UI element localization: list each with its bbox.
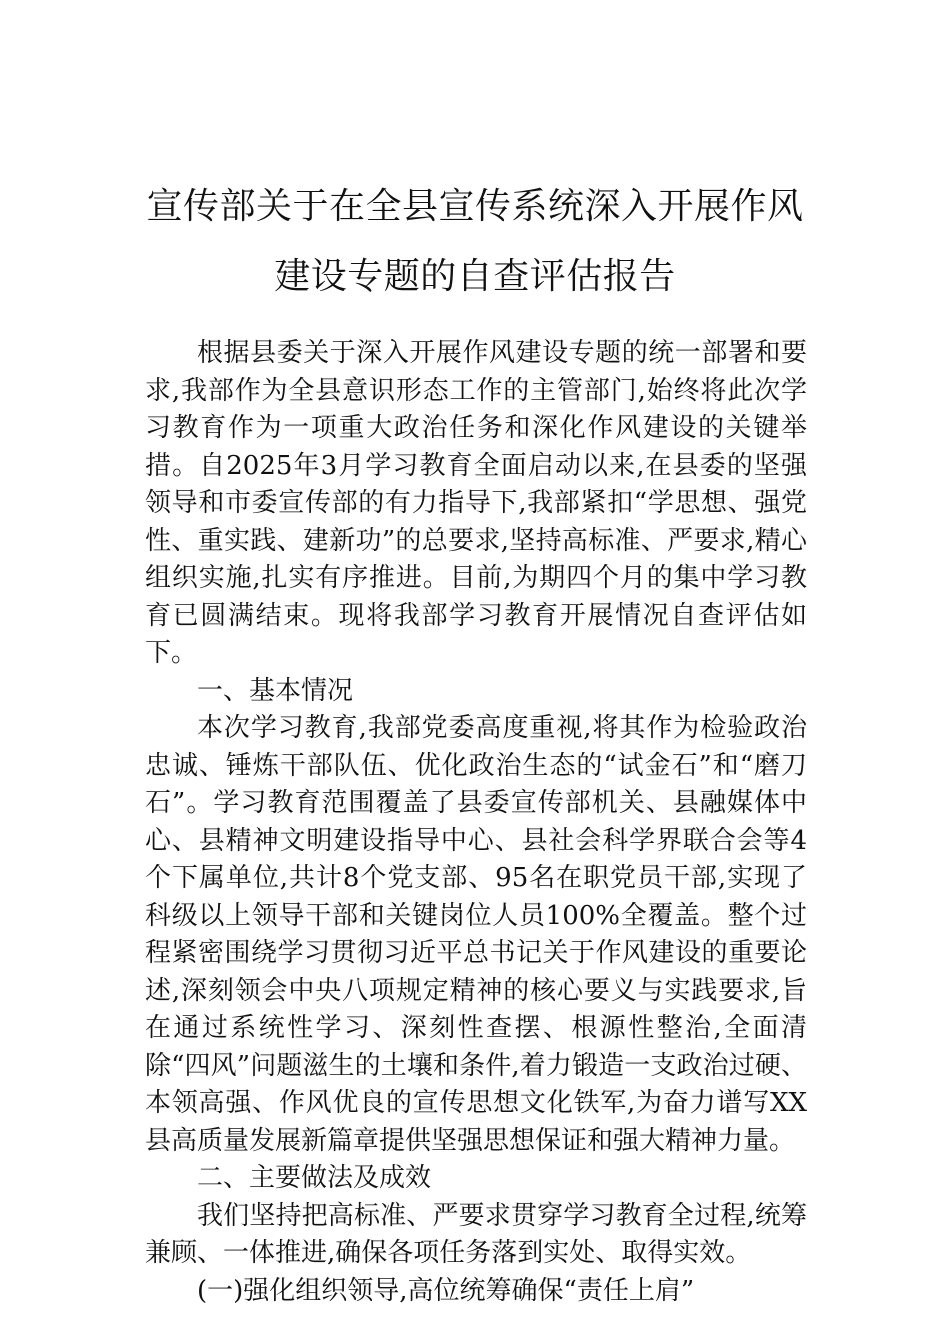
intro-paragraph: 根据县委关于深入开展作风建设专题的统一部署和要求,我部作为全县意识形态工作的主管部门,始终将此次学习教育作为一项重大政治任务和深化作风建设的关键举措。自2025年3月学习教育全面启动以来,在县委的坚强领导和市委宣传部的有力指导下,我部紧扣“学思想、强党性、重实践、建新功”的总要求,坚持高标准、严要求,精心组织实施,扎实有序推进。目前,为期四个月的集中学习教育已圆满结束。现将我部学习教育开展情况自查评估如下。 [145,338,807,668]
main-practices-paragraph: 我们坚持把高标准、严要求贯穿学习教育全过程,统筹兼顾、一体推进,确保各项任务落到实处、取得实效。 [145,1200,807,1268]
section-heading-main-practices: 二、主要做法及成效 [197,1163,432,1193]
subsection-heading-organization: (一)强化组织领导,高位统筹确保“责任上肩” [197,1275,695,1306]
section-heading-basic-situation: 一、基本情况 [197,675,354,706]
basic-situation-paragraph: 本次学习教育,我部党委高度重视,将其作为检验政治忠诚、锤炼干部队伍、优化政治生态的“试金石”和“磨刀石”。学习教育范围覆盖了县委宣传部机关、县融媒体中心、县精神文明建设指导中心、县社会科学界联合会等4个下属单位,共计8个党支部、95名在职党员干部,实现了科级以上领导干部和关键岗位人员100%全覆盖。整个过程紧密围绕学习贯彻习近平总书记关于作风建设的重要论述,深刻领会中央八项规定精神的核心要义与实践要求,旨在通过系统性学习、深刻性查摆、根源性整治,全面清除“四风”问题滋生的土壤和条件,着力锻造一支政治过硬、本领高强、作风优良的宣传思想文化铁军,为奋力谱写XX县高质量发展新篇章提供坚强思想保证和强大精神力量。 [145,713,807,1156]
document-body [145,335,807,1310]
title-line-1: 宣传部关于在全县宣传系统深入开展作风 [146,186,804,227]
title-line-2: 建设专题的自查评估报告 [274,256,676,297]
document-title [80,172,870,312]
